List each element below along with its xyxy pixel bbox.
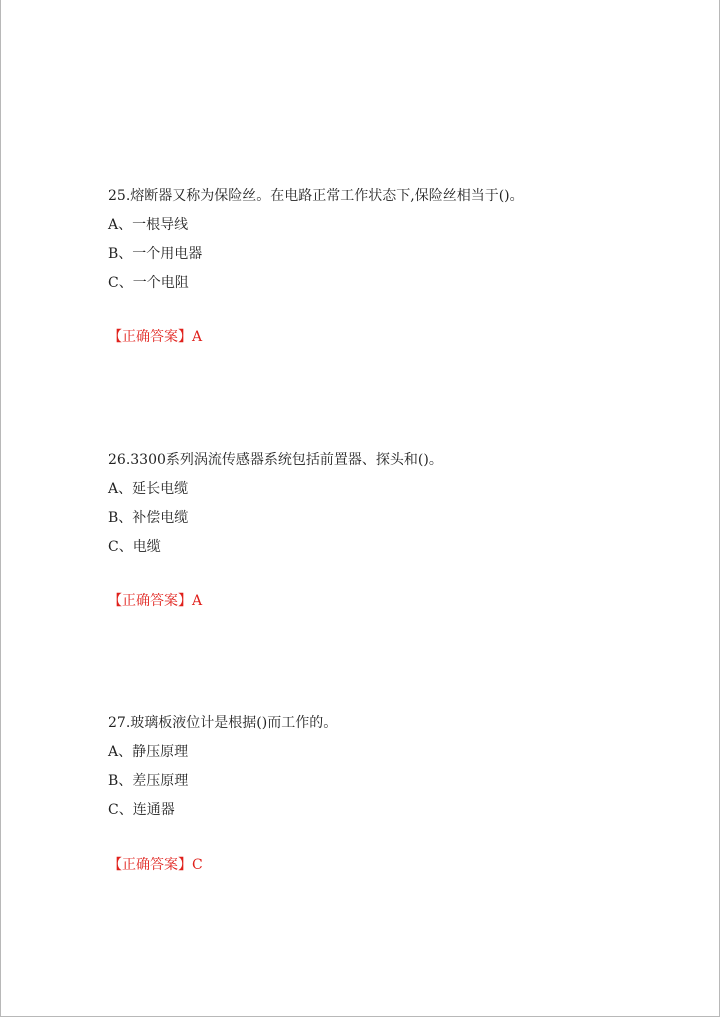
option-b: B、补偿电缆: [108, 510, 189, 526]
answer-value: A: [192, 593, 203, 609]
option-c: C、一个电阻: [108, 275, 189, 291]
option-a: A、延长电缆: [108, 481, 189, 497]
question-26: [108, 451, 668, 621]
option-a: A、一根导线: [108, 217, 189, 233]
option-b: B、一个用电器: [108, 246, 203, 262]
question-25: [108, 187, 668, 357]
answer-value: A: [192, 329, 203, 345]
option-c: C、连通器: [108, 802, 175, 818]
question-27: [108, 714, 668, 884]
answer-value: C: [192, 857, 203, 873]
answer-label: 【正确答案】: [108, 329, 192, 345]
correct-answer: [108, 856, 203, 874]
option-a: A、静压原理: [108, 744, 189, 760]
question-stem: 26.3300系列涡流传感器系统包括前置器、探头和()。: [108, 452, 443, 468]
answer-label: 【正确答案】: [108, 857, 192, 873]
correct-answer: [108, 592, 202, 610]
correct-answer: [108, 328, 202, 346]
option-b: B、差压原理: [108, 773, 189, 789]
question-stem: 27.玻璃板液位计是根据()而工作的。: [108, 715, 338, 731]
option-c: C、电缆: [108, 539, 161, 555]
question-stem: 25.熔断器又称为保险丝。在电路正常工作状态下,保险丝相当于()。: [108, 188, 524, 204]
answer-label: 【正确答案】: [108, 593, 192, 609]
